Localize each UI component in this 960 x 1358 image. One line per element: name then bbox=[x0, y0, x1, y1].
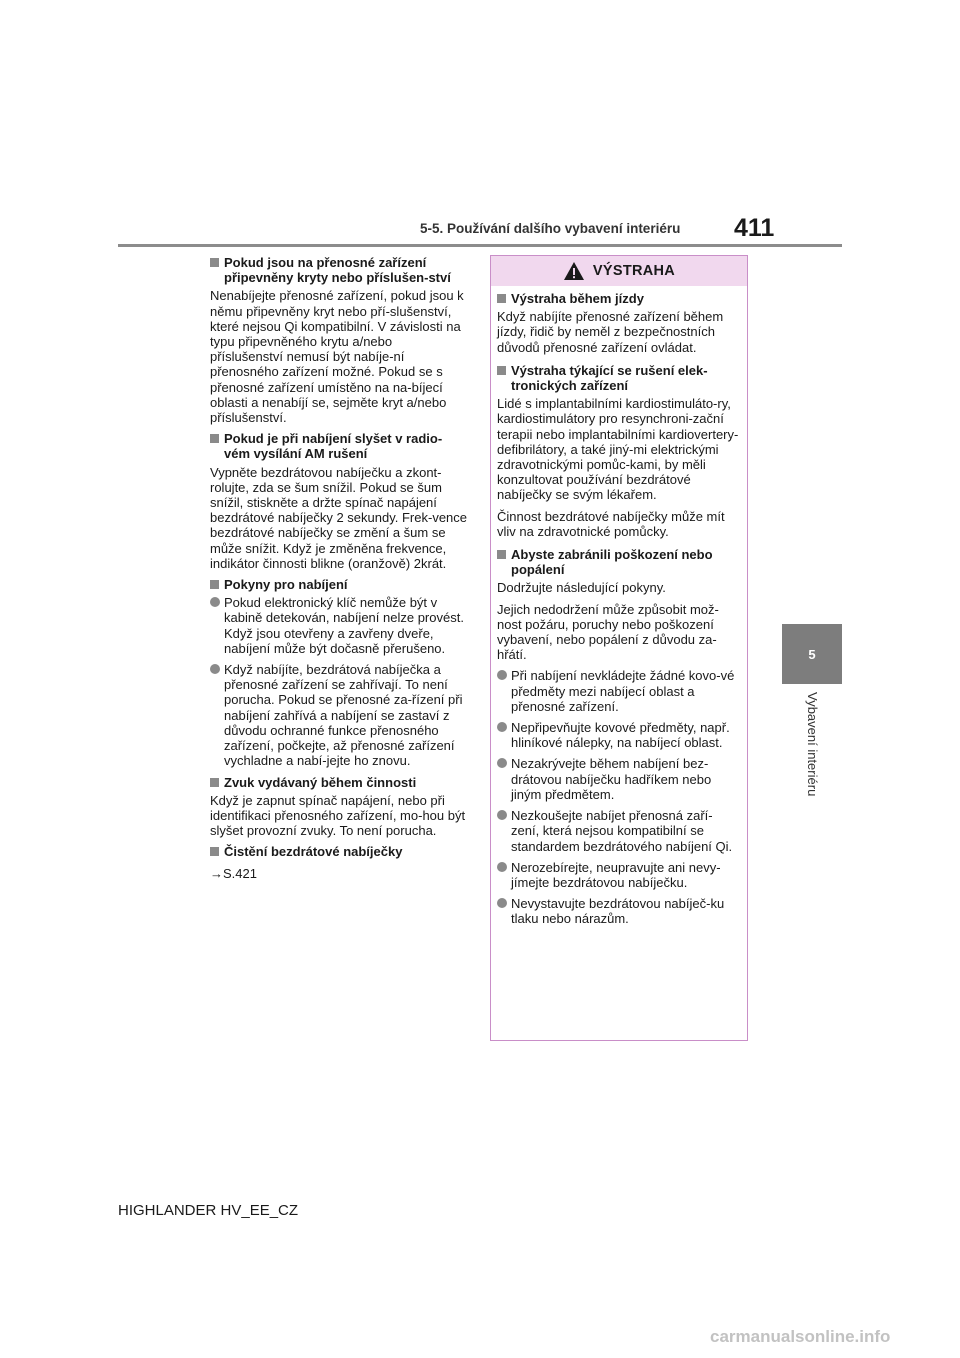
section-heading-text: Pokud je při nabíjení slyšet v radio-vém vysílání AM rušení bbox=[224, 431, 443, 462]
section-heading bbox=[497, 291, 739, 306]
round-bullet-icon bbox=[210, 597, 220, 607]
section-heading-text: Abyste zabránili poškození nebo popálení bbox=[511, 547, 713, 578]
round-bullet-icon bbox=[497, 722, 507, 732]
list-item bbox=[497, 720, 739, 750]
list-item bbox=[497, 860, 739, 890]
list-item-text: Nepřipevňujte kovové předměty, např. hliníkové nálepky, na nabíjecí oblast. bbox=[511, 720, 730, 751]
section-body bbox=[210, 595, 468, 768]
warning-section-driving bbox=[497, 291, 739, 355]
section-heading-text: Zvuk vydávaný během činnosti bbox=[224, 774, 417, 790]
section-heading bbox=[210, 255, 468, 285]
square-bullet-icon bbox=[497, 294, 506, 303]
square-bullet-icon bbox=[497, 550, 506, 559]
round-bullet-icon bbox=[497, 670, 507, 680]
list-item bbox=[210, 595, 468, 656]
section-covers bbox=[210, 255, 468, 425]
page-number: 411 bbox=[734, 214, 775, 242]
square-bullet-icon bbox=[210, 580, 219, 589]
section-body: Nenabíjejte přenosné zařízení, pokud jsou k němu připevněny kryt nebo pří-slušenství, které nejsou Qi kompatibilní. V závislosti na typu připevněného krytu a/nebo příslušenství nemusí být nabíje-ní přenosného zařízení možné. Pokud se s přenosné zařízení umístěno na na-bíjecí oblasti a nenabíjí se, sejměte kryt a/nebo příslušenství. bbox=[210, 288, 464, 426]
warning-triangle-icon bbox=[563, 261, 585, 281]
section-operating-sound bbox=[210, 775, 468, 839]
section-charging-instructions bbox=[210, 577, 468, 768]
section-heading-text: Pokyny pro nabíjení bbox=[224, 577, 348, 593]
warning-title: VÝSTRAHA bbox=[592, 263, 676, 279]
round-bullet-icon bbox=[210, 664, 220, 674]
section-heading-text: Pokud jsou na přenosné zařízení připevněny kryty nebo příslušen-ství bbox=[224, 255, 451, 286]
section-body: Když je zapnut spínač napájení, nebo při identifikaci přenosného zařízení, mo-hou být slyšet provozní zvuky. To není porucha. bbox=[210, 792, 466, 839]
section-heading bbox=[210, 844, 468, 859]
header-divider bbox=[118, 244, 842, 247]
list-item bbox=[497, 668, 739, 714]
list-item-text: Když nabíjíte, bezdrátová nabíječka a přenosné zařízení se zahřívají. To není porucha. Pokud se přenosné za-řízení při nabíjení zahřívá a nabíjení se zastaví z důvodu ochranné funkce přenosného zařízení, počkejte, až přenosné zařízení vychladne a nabí-jejte ho znovu. bbox=[224, 662, 463, 769]
list-item-text: Nezakrývejte během nabíjení bez-drátovou nabíječku hadříkem nebo jiným předmětem. bbox=[511, 756, 712, 802]
warning-box bbox=[490, 255, 748, 1041]
warning-section-damage bbox=[497, 547, 739, 926]
warning-header bbox=[491, 256, 747, 286]
round-bullet-icon bbox=[497, 898, 507, 908]
list-item-text: Nevystavujte bezdrátovou nabíječ-ku tlaku nebo nárazům. bbox=[511, 896, 725, 927]
list-item bbox=[497, 756, 739, 802]
section-body: Dodržujte následující pokyny. bbox=[497, 580, 666, 596]
section-body: Lidé s implantabilními kardiostimuláto-ry, kardiostimulátory pro resynchroni-zační terapii nebo implantabilními kardiovertery-defibrilátory, a také jiný-mi elektrickými zdravotnickými pomůc-kami, by měli konzultovat používání bezdrátové nabíječky se svým lékařem. bbox=[497, 396, 739, 503]
section-heading bbox=[210, 577, 468, 592]
list-item-text: Nezkoušejte nabíjet přenosná zaří-zení, která nejsou kompatibilní se standardem bezdrátového nabíjení Qi. bbox=[511, 808, 733, 854]
list-item-text: Pokud elektronický klíč nemůže být v kabině detekován, nabíjení nelze provést. Když jsou otevřeny a zavřeny dveře, nabíjení může být dočasně přerušeno. bbox=[224, 595, 464, 656]
chapter-number: 5 bbox=[808, 646, 816, 662]
section-cleaning bbox=[210, 844, 468, 880]
warning-section-interference bbox=[497, 363, 739, 539]
section-heading bbox=[497, 363, 739, 393]
chapter-tab bbox=[782, 624, 842, 684]
section-heading-text: Čistění bezdrátové nabíječky bbox=[224, 844, 403, 860]
left-column bbox=[210, 255, 468, 887]
round-bullet-icon bbox=[497, 810, 507, 820]
warning-content bbox=[497, 291, 739, 935]
section-title: 5-5. Používání dalšího vybavení interiéru bbox=[420, 221, 681, 236]
section-body: Vypněte bezdrátovou nabíječku a zkont-rolujte, zda se šum snížil. Pokud se šum snížil, stiskněte a držte spínač napájení bezdrátové nabíječky 2 sekundy. Frek-vence bezdrátové nabíječky se změní a šum se může snížit. Když je změněna frekvence, indikátor činnosti blikne (oranžově) 2krát. bbox=[210, 464, 468, 571]
section-heading-text: Výstraha během jízdy bbox=[511, 291, 644, 306]
square-bullet-icon bbox=[497, 366, 506, 375]
square-bullet-icon bbox=[210, 258, 219, 267]
round-bullet-icon bbox=[497, 862, 507, 872]
square-bullet-icon bbox=[210, 847, 219, 856]
section-body: Když nabíjíte přenosné zařízení během jízdy, řidič by neměl z bezpečnostních důvodů přenosné zařízení ovládat. bbox=[497, 309, 724, 355]
list-item bbox=[210, 662, 468, 768]
square-bullet-icon bbox=[210, 778, 219, 787]
list-item-text: Nerozebírejte, neupravujte ani nevy-jímejte bezdrátovou nabíječku. bbox=[511, 859, 721, 890]
model-footer: HIGHLANDER HV_EE_CZ bbox=[118, 1202, 299, 1219]
watermark[interactable]: carmanualsonline.info bbox=[710, 1327, 891, 1346]
section-heading-text: Výstraha týkající se rušení elek-tronických zařízení bbox=[511, 362, 708, 394]
page-reference-link[interactable]: →S.421 bbox=[210, 865, 257, 881]
section-body: Činnost bezdrátové nabíječky může mít vliv na zdravotnické pomůcky. bbox=[497, 508, 725, 539]
list-item-text: Při nabíjení nevkládejte žádné kovo-vé předměty mezi nabíjecí oblast a přenosné zařízení. bbox=[511, 668, 735, 714]
chapter-label: Vybavení interiéru bbox=[805, 692, 820, 797]
section-body: Jejich nedodržení může způsobit mož-nost požáru, poruchy nebo poškození vybavení, nebo popálení z důvodu za-hřátí. bbox=[497, 601, 719, 663]
section-heading bbox=[497, 547, 739, 577]
section-heading bbox=[210, 431, 468, 461]
section-am-noise bbox=[210, 431, 468, 571]
list-item bbox=[497, 808, 739, 854]
section-heading bbox=[210, 775, 468, 790]
list-item bbox=[497, 896, 739, 926]
square-bullet-icon bbox=[210, 434, 219, 443]
round-bullet-icon bbox=[497, 758, 507, 768]
